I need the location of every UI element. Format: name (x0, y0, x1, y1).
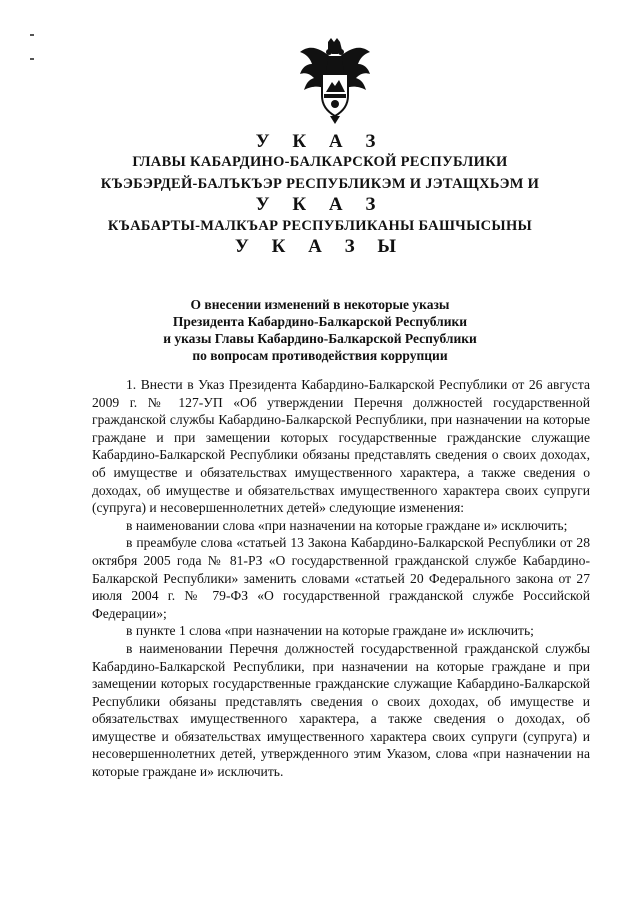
coat-of-arms-eagle-icon (298, 36, 372, 126)
subject-line: и указы Главы Кабардино-Балкарской Республики (163, 331, 477, 346)
body-paragraph: в наименовании слова «при назначении на которые граждане и» исключить; (126, 517, 568, 533)
subject-line: по вопросам противодействия коррупции (192, 348, 448, 363)
scan-speck (30, 58, 34, 60)
issuer-line-kabardian: КЪЭБЭРДЕЙ-БАЛЪКЪЭР РЕСПУБЛИКЭМ И ЈЭТАЩХЬЭМ И (100, 176, 540, 192)
scan-speck (30, 34, 34, 36)
body-paragraph: в пункте 1 слова «при назначении на которые граждане и» исключить; (126, 623, 534, 639)
body-paragraph: 1. Внести в Указ Президента Кабардино-Балкарской Республики от 26 августа 2009 г. № 127-УП «Об утверждении Перечня должностей государственной гражданской службы Кабардино-Балкарской Республики, при назначении на которые граждане и при замещении которых государственные гражданские служащие Кабардино-Балкарской Республики обязаны представлять сведения о своих доходах, об имуществе и обязательствах имущественного характера, а также сведения о доходах, об имуществе и обязательствах имущественного характера своих супруги (супруга) и несовершеннолетних детей» следующие изменения: (92, 377, 590, 516)
decree-title: У К А З (255, 131, 385, 152)
body-paragraph: в наименовании Перечня должностей государственной гражданской службы Кабардино-Балкарской Республики, при назначении на которые граждане и при замещении которых государственные гражданские служащие Кабардино-Балкарской Республики обязаны представлять сведения о своих доходах, об имуществе и обязательствах имущественного характера, а также сведения о доходах, об имуществе и обязательствах имущественного характера своих супруги (супруга) и несовершеннолетних детей, утвержденного этим Указом, слова «при назначении на которые граждане и» исключить. (92, 640, 590, 780)
subject-line: О внесении изменений в некоторые указы (190, 297, 450, 312)
decree-body (92, 376, 590, 781)
body-paragraph: в преамбуле слова «статьей 13 Закона Кабардино-Балкарской Республики от 28 октября 2005 года № 81-РЗ «О государственной гражданской службе Кабардино-Балкарской Республики» заменить словами «статьей 20 Федерального закона от 27 июля 2004 г. № 79-ФЗ «О государственной гражданской службе Российской Федерации»; (92, 535, 590, 621)
decree-title-balkar: У К А З Ы (234, 236, 406, 257)
subject-line: Президента Кабардино-Балкарской Республики (172, 314, 468, 329)
issuer-line-russian: ГЛАВЫ КАБАРДИНО-БАЛКАРСКОЙ РЕСПУБЛИКИ (132, 154, 508, 170)
decree-subject (0, 296, 640, 364)
issuer-line-balkar: КЪАБАРТЫ-МАЛКЪАР РЕСПУБЛИКАНЫ БАШЧЫСЫНЫ (107, 218, 533, 234)
decree-title-kabardian: У К А З (255, 194, 385, 215)
